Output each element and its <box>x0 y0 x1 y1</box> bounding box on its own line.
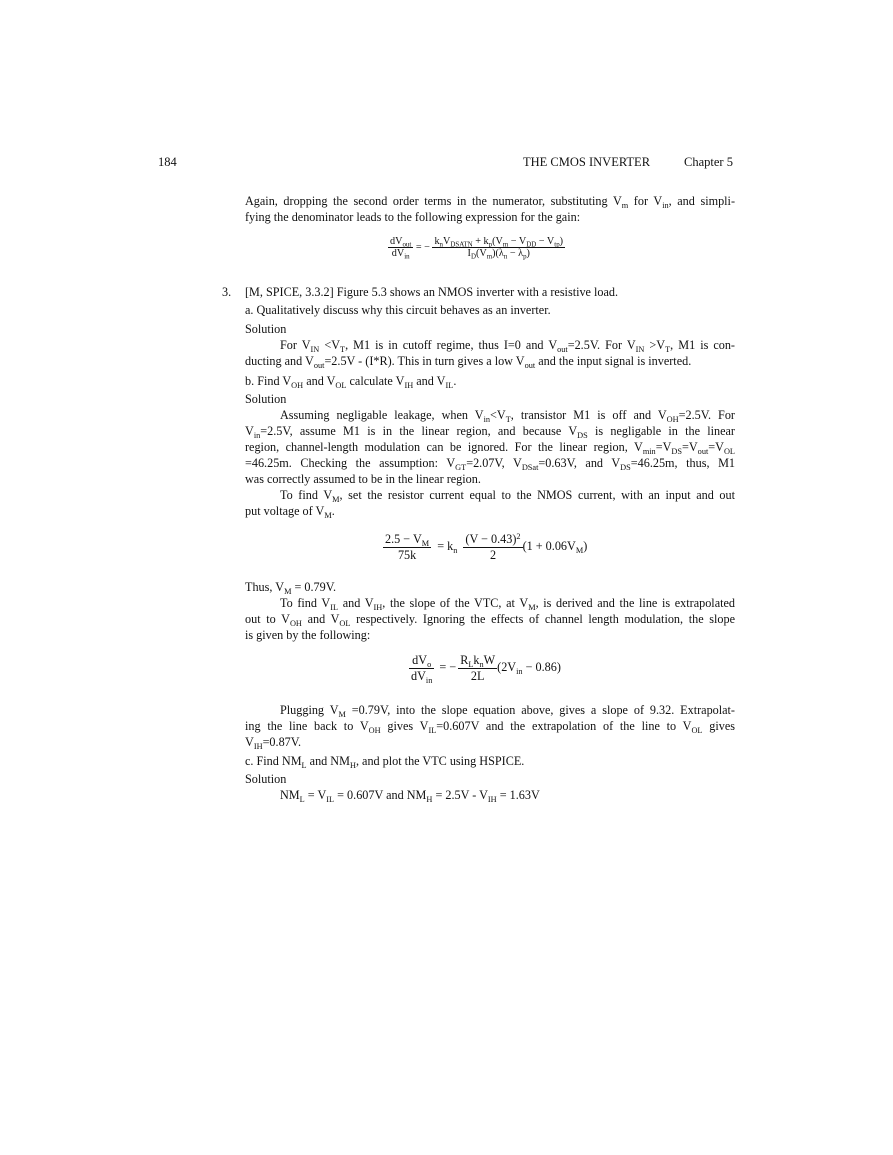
page-number: 184 <box>158 155 177 169</box>
part-b-p1-line-2: $V_{in}=2.5V$, assume M1 is in the linear region, and because $V_{DS}$ is negligable in the linear <box>245 424 735 440</box>
problem-statement: [M, SPICE, 3.3.2] Figure 5.3 shows an NMOS inverter with a resistive load. <box>245 285 619 299</box>
part-a-line-1: For $V_{IN} <V_T$, M1 is in cutoff regime, thus I=0 and $V_{out}=2.5V$. For $V_{IN} >V_T$, M1 is con- <box>280 338 735 354</box>
part-b-p1-line-3: region, channel-length modulation can be ignored. For the linear region, $V_{min}=V_{DS}=V_{out}=V_{OL}$ <box>245 440 735 456</box>
eq3-rhs <box>458 653 497 684</box>
part-b-p2-line-1: To find $V_M$, set the resistor current equal to the NMOS current, with an input and out <box>280 488 735 504</box>
part-b-p1-line-5: was correctly assumed to be in the linear region. <box>245 472 481 486</box>
intro-line-1: Again, dropping the second order terms in the numerator, substituting $V_m$ for $V_{in}$, and simpli- <box>245 194 735 210</box>
p4-line-3: $V_{IH}=0.87V$. <box>245 735 302 751</box>
eq1-lhs-den: $dV_{in}$ <box>391 248 410 261</box>
eq3-equals: = − <box>439 660 457 675</box>
eq1-equals: = − <box>415 241 430 253</box>
part-b-p1-line-4: =46.25m. Checking the assumption: $V_{GT}=2.07V$, $V_{DSat}=0.63V$, and $V_{DS}=46.25m$, thus, M1 <box>245 456 735 472</box>
p3-line-3: is given by the following: <box>245 628 371 642</box>
current-equation <box>383 532 587 563</box>
eq2-rhs-num: $(V - 0.43)^2$ <box>465 531 521 546</box>
p3-line-1: To find $V_{IL}$ and $V_{IH}$, the slope of the VTC, at $V_M$, is derived and the line is extrapolated <box>280 596 735 612</box>
part-c-solution-label: Solution <box>245 772 287 786</box>
eq3-tail: $(2V_{in} - 0.86)$ <box>497 660 561 677</box>
p3-line-2: out to $V_{OH}$ and $V_{OL}$ respectively. Ignoring the effects of channel length modulation, the slope <box>245 612 735 628</box>
eq3-lhs <box>409 653 434 684</box>
eq2-lhs-den: 75k <box>397 548 417 562</box>
running-title: THE CMOS INVERTER <box>523 155 651 169</box>
part-b-question: b. Find $V_{OH}$ and $V_{OL}$ calculate $V_{IH}$ and $V_{IL}$. <box>245 374 457 390</box>
eq3-lhs-num: $dV_o$ <box>409 653 434 669</box>
eq2-lhs <box>383 532 431 563</box>
slope-equation <box>409 653 561 684</box>
intro-line-2: fying the denominator leads to the following expression for the gain: <box>245 210 581 224</box>
part-b-solution-label: Solution <box>245 392 287 406</box>
eq3-lhs-den: $dV_{in}$ <box>411 669 433 685</box>
part-c-question: c. Find $NM_L$ and $NM_H$, and plot the VTC using HSPICE. <box>245 754 525 770</box>
part-a-line-2: ducting and $V_{out}=2.5V - (I*R)$. This in turn gives a low $V_{out}$ and the input signal is inverted. <box>245 354 692 370</box>
eq3-rhs-den: 2L <box>470 669 485 683</box>
part-c-answer: $NM_L = V_{IL} = 0.607V$ and $NM_H = 2.5V - V_{IH} = 1.63V$ <box>280 788 540 804</box>
eq1-rhs <box>432 236 565 259</box>
eq2-equals-kn: = $k_n$ <box>437 539 458 556</box>
eq1-rhs-num: $k_nV_{DSATN} + k_p(V_m - V_{DD} - V_{tp})$ <box>434 236 564 249</box>
problem-number: 3. <box>222 285 232 299</box>
vm-result: Thus, $V_M = 0.79V$. <box>245 580 337 596</box>
part-a-solution-label: Solution <box>245 322 287 336</box>
eq1-rhs-den: $I_D(V_m)(\lambda_n - \lambda_p)$ <box>467 248 530 261</box>
eq2-rhs <box>463 532 522 563</box>
eq2-rhs-den: 2 <box>489 548 497 562</box>
eq1-lhs-num: $dV_{out}$ <box>390 236 412 249</box>
chapter-label: Chapter 5 <box>684 155 733 169</box>
eq2-lhs-num: $2.5 - V_M$ <box>385 532 430 548</box>
eq2-tail: $(1 + 0.06V_M)$ <box>522 539 588 556</box>
eq3-rhs-num: $R_Lk_nW$ <box>460 653 496 669</box>
gain-equation <box>388 236 565 259</box>
part-a-question: a. Qualitatively discuss why this circuit behaves as an inverter. <box>245 303 551 317</box>
part-b-p1-line-1: Assuming negligable leakage, when $V_{in}<V_T$, transistor M1 is off and $V_{OH}=2.5V$. For <box>280 408 735 424</box>
p4-line-1: Plugging $V_M =0.79V$, into the slope equation above, gives a slope of 9.32. Extrapolat- <box>280 703 735 719</box>
eq1-lhs <box>388 236 413 259</box>
part-b-p2-line-2: put voltage of $V_M$. <box>245 504 335 520</box>
p4-line-2: ing the line back to $V_{OH}$ gives $V_{IL}=0.607V$ and the extrapolation of the line to $V_{OL}$ gives <box>245 719 735 735</box>
